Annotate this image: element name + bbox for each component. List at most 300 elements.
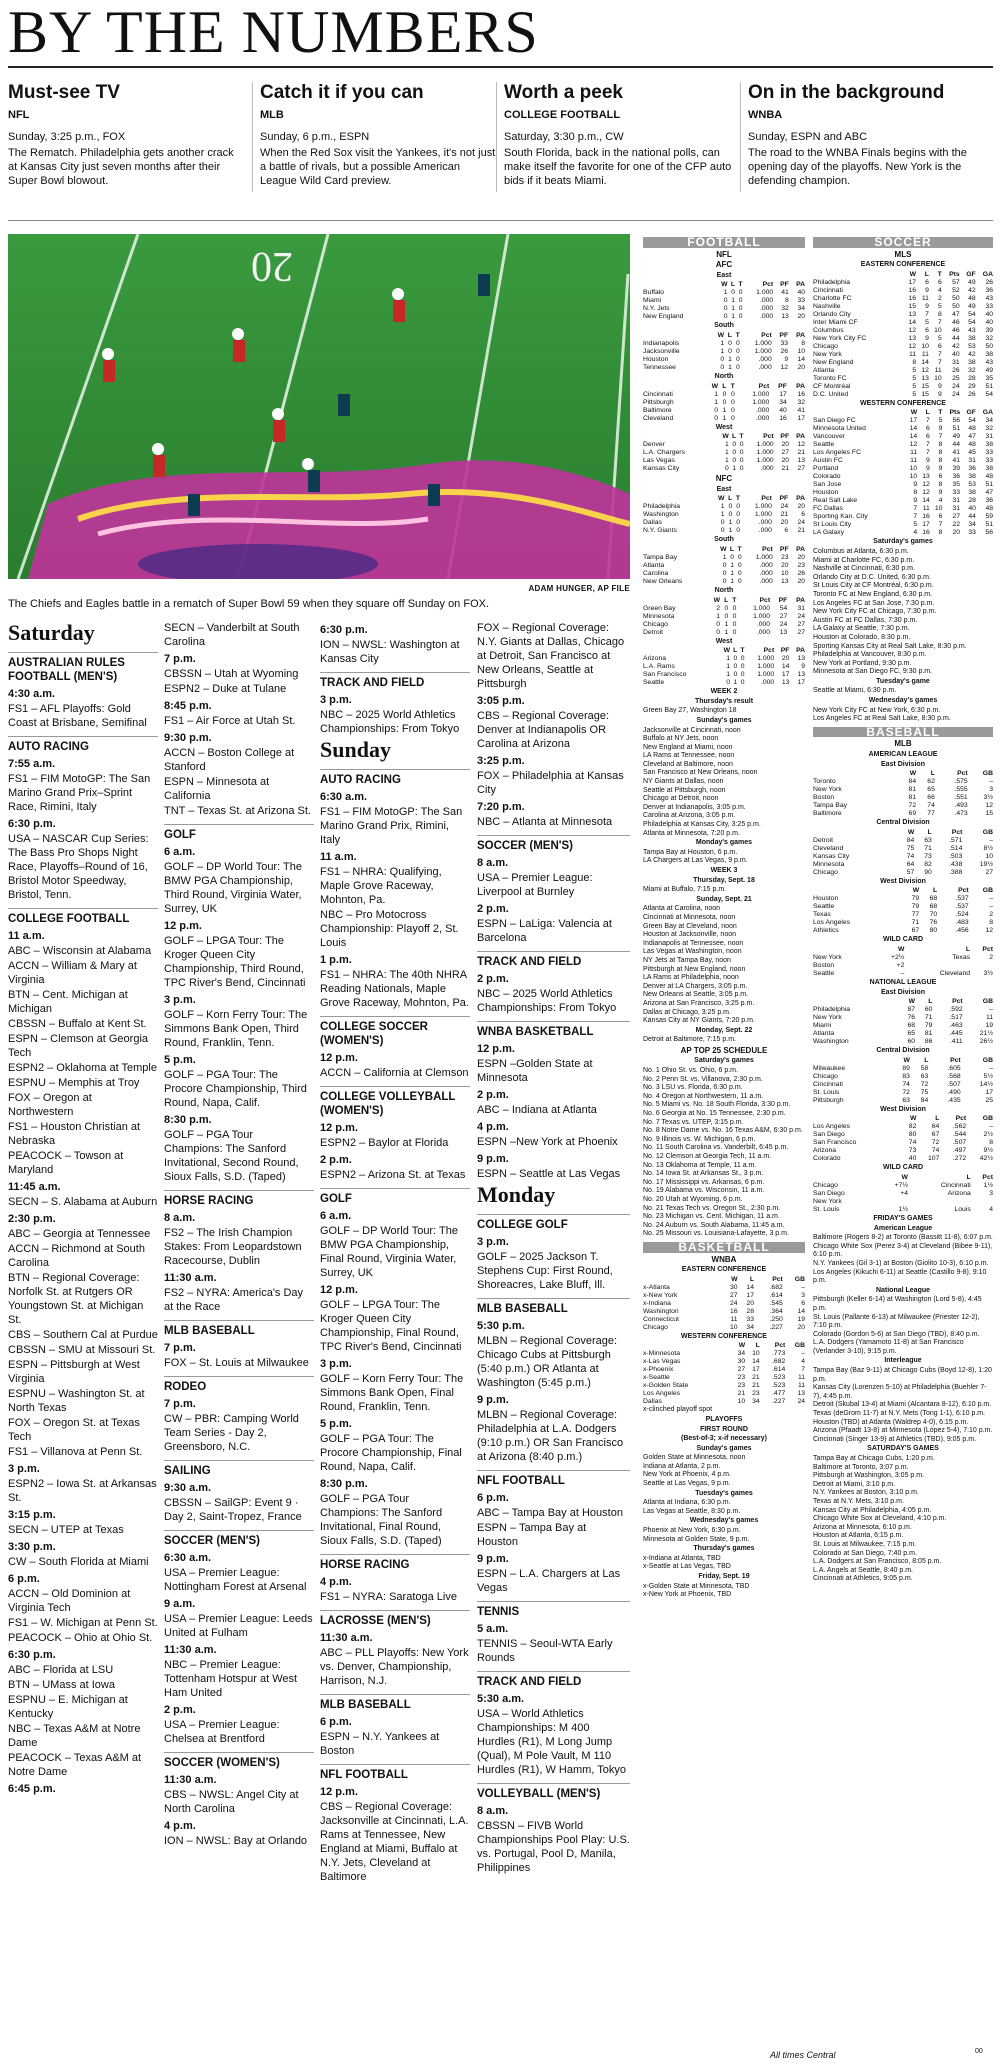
table-cell: 24 bbox=[797, 519, 805, 527]
listing-time: 12 p.m. bbox=[320, 1052, 358, 1064]
table-cell: L.A. Chargers bbox=[643, 449, 685, 457]
column-header: Pct bbox=[955, 1115, 967, 1123]
table-cell: Baltimore bbox=[643, 406, 672, 414]
table-cell: 0 bbox=[722, 561, 727, 569]
table-row bbox=[643, 305, 805, 313]
highlight-league: WNBA bbox=[748, 109, 783, 121]
conference-name: EASTERN CONFERENCE bbox=[681, 1266, 767, 1274]
listing-time: 11:30 a.m. bbox=[164, 1272, 217, 1284]
table-cell: 23 bbox=[781, 553, 789, 561]
table-cell: 74 bbox=[906, 852, 915, 860]
column-header bbox=[813, 409, 905, 417]
table-cell: Toronto FC bbox=[813, 374, 847, 382]
highlight-desc: South Florida, back in the national polls, can make itself the favorite for one of the CFP auto bids if it beats Miami. bbox=[504, 147, 732, 187]
table-cell: – bbox=[989, 836, 993, 844]
table-row bbox=[813, 287, 993, 295]
column-header: GB bbox=[982, 887, 993, 895]
table-cell: 28 bbox=[968, 374, 976, 382]
table-cell: 11 bbox=[922, 505, 930, 513]
table-row bbox=[813, 489, 993, 497]
table-row bbox=[813, 853, 993, 861]
listing-program: USA – Premier League: Chelsea at Brentford bbox=[164, 1719, 280, 1745]
table-cell: 54 bbox=[968, 310, 976, 318]
table-row bbox=[643, 629, 805, 637]
column-header: L bbox=[749, 1275, 754, 1283]
table-cell: .438 bbox=[949, 860, 963, 868]
table-cell: 54 bbox=[968, 318, 976, 326]
table-cell: 48 bbox=[985, 473, 993, 481]
table-row bbox=[643, 313, 805, 321]
division-name: South bbox=[714, 536, 734, 544]
table-cell: 19½ bbox=[979, 860, 993, 868]
column-header: PF bbox=[780, 647, 790, 655]
table-cell: 0 bbox=[739, 465, 744, 473]
column-header: L bbox=[755, 1342, 760, 1350]
table-cell: 1.000 bbox=[754, 503, 772, 511]
table-cell: Charlotte FC bbox=[813, 294, 852, 302]
schedule-heading: FRIDAY'S GAMES bbox=[873, 1214, 933, 1222]
table-row bbox=[643, 1284, 805, 1292]
table-cell: 35 bbox=[952, 481, 961, 489]
listing-program: CBSSN – SMU at Missouri St. bbox=[8, 1344, 156, 1356]
table-cell: 5 bbox=[925, 318, 929, 326]
table-cell: 24 bbox=[952, 382, 960, 390]
sport-category: AUSTRALIAN RULES FOOTBALL (MEN'S) bbox=[8, 652, 158, 684]
table-cell: 1.000 bbox=[753, 612, 771, 620]
standings-table bbox=[643, 383, 805, 423]
table-cell: 14 bbox=[921, 358, 929, 366]
column-header: PA bbox=[796, 433, 805, 441]
table-cell: .605 bbox=[947, 1064, 961, 1072]
table-cell: 9 bbox=[937, 390, 942, 398]
column-header: W bbox=[713, 596, 720, 604]
listing-program: ESPN –New York at Phoenix bbox=[477, 1136, 618, 1148]
table-cell: 11 bbox=[910, 457, 918, 465]
column-header: W bbox=[718, 495, 725, 503]
table-cell: 1.000 bbox=[757, 663, 775, 671]
division-name: North bbox=[714, 372, 734, 380]
column-header bbox=[643, 281, 716, 289]
table-cell: .000 bbox=[756, 406, 770, 414]
table-cell: .435 bbox=[947, 1096, 961, 1104]
schedule-heading: WEEK 2 bbox=[710, 688, 738, 696]
table-cell: 5 bbox=[912, 382, 917, 390]
table-cell: .000 bbox=[759, 577, 773, 585]
schedule-heading: Wednesday's games bbox=[689, 1517, 759, 1525]
day-heading: Sunday bbox=[320, 737, 391, 762]
listing-time: 8 a.m. bbox=[477, 1805, 509, 1817]
table-cell: 7 bbox=[913, 505, 918, 513]
table-cell: 40 bbox=[985, 318, 993, 326]
table-cell: 89 bbox=[902, 1064, 910, 1072]
table-cell: Colorado bbox=[813, 473, 841, 481]
table-cell: 16 bbox=[922, 529, 930, 537]
table-cell: .227 bbox=[769, 1323, 783, 1331]
highlight-must-see bbox=[8, 82, 244, 188]
table-cell: 0 bbox=[730, 553, 735, 561]
listing-time: 7:20 p.m. bbox=[477, 801, 525, 813]
table-cell: 42½ bbox=[979, 1155, 993, 1163]
column-header: L bbox=[930, 770, 935, 778]
sport-category: GOLF bbox=[164, 824, 314, 842]
table-cell: 6 bbox=[926, 425, 930, 433]
table-cell: 38 bbox=[968, 489, 976, 497]
table-cell: 1.000 bbox=[754, 347, 772, 355]
column-header: T bbox=[738, 281, 743, 289]
table-row bbox=[643, 655, 805, 663]
schedule-line: Tampa Bay (Baz 9-11) at Chicago Cubs (Boyd 12-8), 1:20 p.m. bbox=[813, 1367, 992, 1383]
schedule-line: No. 6 Georgia at No. 15 Tennessee, 2:30 p.m. bbox=[643, 1110, 786, 1118]
column-header: PF bbox=[778, 596, 788, 604]
division-name: Central Division bbox=[876, 819, 930, 827]
listing-program: ESPN2 – Duke at Tulane bbox=[164, 683, 287, 695]
tv-column-4 bbox=[477, 620, 630, 1876]
column-header bbox=[813, 770, 897, 778]
table-row bbox=[643, 391, 805, 399]
listing-time: 11:30 a.m. bbox=[320, 1632, 373, 1644]
table-cell: – bbox=[989, 903, 993, 911]
conference-name: EASTERN CONFERENCE bbox=[860, 261, 946, 269]
column-header bbox=[643, 1276, 721, 1284]
table-row bbox=[813, 465, 993, 473]
table-cell: 74 bbox=[908, 1139, 917, 1147]
table-cell: 71 bbox=[924, 844, 932, 852]
column-header: W bbox=[910, 409, 918, 417]
table-cell: Cincinnati bbox=[813, 1080, 843, 1088]
column-header: L bbox=[924, 1056, 929, 1064]
table-cell: 1½ bbox=[898, 1205, 908, 1213]
schedule-line: No. 14 Iowa St. at Arkansas St., 3 p.m. bbox=[643, 1170, 764, 1178]
table-row bbox=[643, 621, 805, 629]
column-header bbox=[643, 433, 717, 441]
table-cell: 75 bbox=[906, 844, 915, 852]
table-cell: Arizona bbox=[643, 655, 667, 663]
table-cell: 5 bbox=[937, 334, 942, 342]
listing-program: SECN – Vanderbilt at South Carolina bbox=[164, 622, 300, 648]
table-cell: 68 bbox=[907, 1022, 916, 1030]
table-cell: 0 bbox=[732, 620, 737, 628]
column-header: PF bbox=[779, 545, 789, 553]
highlight-desc: When the Red Sox visit the Yankees, it's not just a battle of rivals, but a possible American League Wild Card preview. bbox=[260, 147, 496, 187]
table-cell: 90 bbox=[924, 868, 932, 876]
table-cell: 10 bbox=[729, 1323, 738, 1331]
table-cell: 53 bbox=[968, 342, 976, 350]
table-cell: 9 bbox=[925, 286, 929, 294]
table-row bbox=[813, 513, 993, 521]
table-cell: 53 bbox=[968, 481, 976, 489]
table-cell: 41 bbox=[952, 449, 961, 457]
table-row bbox=[813, 1182, 993, 1190]
table-cell: 1 bbox=[714, 398, 718, 406]
listing-program: CBSSN – Utah at Wyoming bbox=[164, 668, 299, 680]
column-header: Pct bbox=[951, 828, 963, 836]
table-cell: 8 bbox=[938, 457, 943, 465]
table-cell: 73 bbox=[908, 1147, 917, 1155]
listing-time: 2 p.m. bbox=[477, 973, 509, 985]
footer-note: All times Central bbox=[770, 2050, 836, 2060]
schedule-heading: Thursday, Sept. 18 bbox=[693, 876, 755, 884]
table-cell: 21 bbox=[797, 449, 805, 457]
table-cell: 38 bbox=[968, 473, 976, 481]
table-cell: 1.000 bbox=[754, 511, 772, 519]
table-cell: 0 bbox=[735, 347, 740, 355]
table-cell: 0 bbox=[731, 398, 735, 406]
highlight-head: Must-see TV bbox=[8, 82, 120, 103]
sport-category: AUTO RACING bbox=[8, 736, 158, 754]
schedule-heading: FIRST ROUND bbox=[700, 1425, 748, 1433]
column-header: L bbox=[728, 495, 733, 503]
table-cell: 20 bbox=[797, 553, 805, 561]
schedule-line: Nashville at Cincinnati, 6:30 p.m. bbox=[813, 565, 915, 573]
column-header: PA bbox=[796, 545, 805, 553]
column-header: W bbox=[909, 1115, 917, 1123]
table-cell: .000 bbox=[759, 569, 773, 577]
table-cell: Buffalo bbox=[643, 289, 665, 297]
listing-program: ACCN – Richmond at South Carolina bbox=[8, 1243, 145, 1269]
table-cell: 81 bbox=[908, 794, 917, 802]
table-cell: 0 bbox=[732, 457, 737, 465]
schedule-line: New York City FC at New York, 6:30 p.m. bbox=[813, 706, 941, 714]
table-cell: 1 bbox=[723, 289, 728, 297]
table-row bbox=[813, 970, 993, 978]
column-header: W bbox=[912, 887, 920, 895]
table-cell: 6 bbox=[938, 473, 943, 481]
division-name: West Division bbox=[880, 1105, 926, 1113]
table-cell: 13 bbox=[922, 473, 930, 481]
table-row bbox=[813, 1131, 993, 1139]
table-cell: Washington bbox=[813, 1038, 849, 1046]
schedule-line: Jacksonville at Cincinnati, noon bbox=[643, 726, 741, 734]
table-cell: 21 bbox=[737, 1390, 746, 1398]
column-header: W bbox=[721, 281, 728, 289]
listing-program: USA – Premier League: Nottingham Forest at Arsenal bbox=[164, 1567, 307, 1593]
table-cell: 26 bbox=[797, 569, 805, 577]
table-cell: San Diego bbox=[813, 1189, 845, 1197]
schedule-line: Texas at N.Y. Mets, 3:10 p.m. bbox=[813, 1497, 904, 1505]
table-cell: .250 bbox=[769, 1315, 783, 1323]
table-cell: 12 bbox=[922, 489, 930, 497]
table-cell: 0 bbox=[728, 511, 733, 519]
division-name: East Division bbox=[881, 760, 925, 768]
table-cell: 51 bbox=[985, 481, 993, 489]
listing-time: 5 p.m. bbox=[164, 1054, 196, 1066]
table-cell: 86 bbox=[924, 1038, 933, 1046]
schedule-line: Houston (TBD) at Atlanta (Waldrep 4-0), 6:15 p.m. bbox=[813, 1418, 969, 1426]
table-row bbox=[813, 1065, 993, 1073]
highlight-worth-a-peek bbox=[504, 82, 740, 188]
listing-time: 9 p.m. bbox=[477, 1153, 509, 1165]
schedule-line: Detroit at Miami, 3:10 p.m. bbox=[813, 1480, 896, 1488]
table-cell: 1 bbox=[725, 449, 729, 457]
listing-time: 11:30 a.m. bbox=[164, 1774, 217, 1786]
table-cell: 14 bbox=[909, 425, 918, 433]
sport-category: MLB BASEBALL bbox=[164, 1320, 314, 1338]
table-cell: 84 bbox=[906, 836, 915, 844]
listing-program: PEACOCK – Ohio at Ohio St. bbox=[8, 1632, 153, 1644]
listing-program: FS1 – FIM MotoGP: The San Marino Grand Prix, Rimini, Italy bbox=[320, 806, 463, 846]
schedule-line: Phoenix at New York, 6:30 p.m. bbox=[643, 1527, 741, 1535]
table-cell: 63 bbox=[920, 1072, 929, 1080]
table-cell: 7 bbox=[926, 441, 930, 449]
table-cell: 48 bbox=[985, 505, 993, 513]
table-cell: .000 bbox=[758, 363, 772, 371]
table-cell: Columbus bbox=[813, 326, 844, 334]
table-cell: 15 bbox=[921, 382, 929, 390]
table-cell: 0 bbox=[732, 628, 737, 636]
column-header: L bbox=[730, 281, 735, 289]
listing-time: 3:25 p.m. bbox=[477, 755, 525, 767]
column-header: GB bbox=[982, 1056, 993, 1064]
table-cell: Houston bbox=[643, 355, 669, 363]
table-cell: 0 bbox=[740, 663, 745, 671]
table-cell: 50 bbox=[952, 302, 960, 310]
table-cell: 6 bbox=[925, 278, 929, 286]
schedule-line: No. 12 Clemson at Georgia Tech, 11 a.m. bbox=[643, 1153, 772, 1160]
schedule-line: Detroit at Baltimore, 7:15 p.m. bbox=[643, 1036, 736, 1044]
table-cell: 1.000 bbox=[754, 339, 772, 347]
division-name: East bbox=[716, 271, 732, 279]
division-name: East bbox=[716, 485, 732, 493]
table-cell: 81 bbox=[908, 786, 917, 794]
table-row bbox=[643, 554, 805, 562]
table-cell: 1 bbox=[731, 305, 735, 313]
table-cell: 20 bbox=[781, 561, 789, 569]
table-cell: 0 bbox=[722, 390, 727, 398]
table-cell: x-Phoenix bbox=[643, 1366, 674, 1374]
listing-time: 3:05 p.m. bbox=[477, 695, 525, 707]
table-cell: 9 bbox=[938, 489, 943, 497]
table-cell: – bbox=[989, 1064, 993, 1072]
schedule-line: No. 5 Miami vs. No. 18 South Florida, 3:30 p.m. bbox=[643, 1101, 791, 1109]
listing-time: 4 p.m. bbox=[164, 1820, 196, 1832]
column-header: PF bbox=[780, 433, 790, 441]
table-cell: 67 bbox=[931, 1131, 940, 1139]
table-cell: .000 bbox=[758, 355, 772, 363]
table-cell: 27 bbox=[952, 513, 961, 521]
table-cell: 0 bbox=[738, 313, 743, 321]
table-cell: 38 bbox=[968, 334, 976, 342]
table-cell: 4 bbox=[989, 1205, 993, 1213]
table-cell: 51 bbox=[952, 425, 961, 433]
table-cell: 7 bbox=[937, 318, 942, 326]
table-cell: 8 bbox=[937, 310, 942, 318]
listing-program: FS1 – Air Force at Utah St. bbox=[164, 715, 296, 727]
schedule-line: Dallas at Chicago, 3:25 p.m. bbox=[643, 1008, 731, 1016]
table-cell: Carolina bbox=[643, 569, 669, 577]
column-header bbox=[643, 495, 712, 503]
listing-time: 2 p.m. bbox=[477, 1089, 509, 1101]
listing-program: GOLF – PGA Tour: The Procore Championship, Final Round, Napa, Calif. bbox=[320, 1433, 462, 1473]
table-cell: 32 bbox=[985, 334, 993, 342]
table-cell: D.C. United bbox=[813, 390, 849, 398]
schedule-line: Chicago White Sox at Cleveland, 4:10 p.m. bbox=[813, 1515, 947, 1523]
table-cell: 4 bbox=[938, 497, 943, 505]
table-cell: 46 bbox=[952, 318, 960, 326]
table-cell: 52 bbox=[952, 286, 960, 294]
table-cell: x-Seattle bbox=[643, 1374, 670, 1382]
table-cell: .000 bbox=[758, 519, 772, 527]
table-cell: 0 bbox=[736, 527, 741, 535]
highlight-desc: The Rematch. Philadelphia gets another crack at Kansas City just seven months after their Super Bowl blowout. bbox=[8, 147, 234, 187]
schedule-line: Indiana at Atlanta, 2 p.m. bbox=[643, 1462, 721, 1470]
day-heading: Monday bbox=[477, 1182, 556, 1207]
table-cell: 1 bbox=[716, 612, 720, 620]
division-name: Central Division bbox=[876, 1047, 930, 1055]
table-cell: 8 bbox=[912, 358, 917, 366]
column-header: L bbox=[729, 545, 735, 553]
table-row bbox=[813, 1198, 993, 1206]
table-row bbox=[813, 1081, 993, 1089]
table-cell: Minnesota United bbox=[813, 425, 866, 433]
standings-note: x-clinched playoff spot bbox=[643, 1406, 713, 1414]
table-cell: 45 bbox=[968, 449, 976, 457]
table-cell: 0 bbox=[716, 620, 720, 628]
table-cell: 1 bbox=[725, 457, 729, 465]
table-cell: 43 bbox=[985, 294, 993, 302]
schedule-line: x-Indiana at Atlanta, TBD bbox=[643, 1554, 721, 1562]
table-cell: 0 bbox=[720, 355, 725, 363]
table-cell: 3 bbox=[801, 1291, 805, 1299]
table-cell: 9 bbox=[938, 425, 943, 433]
table-cell: 9 bbox=[926, 457, 930, 465]
table-cell: .514 bbox=[949, 844, 963, 852]
column-header: W bbox=[909, 770, 917, 778]
table-cell: 3½ bbox=[983, 970, 993, 977]
table-cell: +2½ bbox=[891, 954, 905, 961]
table-cell: 32 bbox=[968, 366, 976, 374]
table-cell: 1.000 bbox=[755, 553, 773, 561]
listing-program: SECN – S. Alabama at Auburn bbox=[8, 1196, 158, 1208]
table-row bbox=[643, 441, 805, 449]
listing-program: ESPN –Golden State at Minnesota bbox=[477, 1058, 593, 1084]
table-row bbox=[813, 1190, 993, 1198]
sport-category: SOCCER (WOMEN'S) bbox=[164, 1752, 314, 1770]
standings-table bbox=[643, 546, 805, 586]
table-cell: 25 bbox=[985, 1096, 993, 1104]
table-cell: 0 bbox=[740, 671, 745, 679]
listing-program: ESPNU – Memphis at Troy bbox=[8, 1077, 140, 1089]
conference-name: AFC bbox=[715, 260, 733, 270]
table-cell: Cleveland bbox=[939, 970, 971, 977]
table-row bbox=[643, 289, 805, 297]
listing-program: USA – NASCAR Cup Series: The Bass Pro Shops Night Race, Playoffs–Round of 16, Bristol Motor Speedway, Bristol, Tenn. bbox=[8, 833, 149, 901]
table-cell: 1 bbox=[728, 519, 733, 527]
table-cell: 12 bbox=[908, 326, 917, 334]
highlight-league: NFL bbox=[8, 109, 30, 121]
table-cell: 60 bbox=[907, 1038, 916, 1046]
table-cell: 23 bbox=[737, 1382, 746, 1390]
schedule-heading: Friday, Sept. 19 bbox=[698, 1573, 750, 1580]
schedule-line: Carolina at Arizona, 3:05 p.m. bbox=[643, 812, 736, 820]
table-cell: Chicago bbox=[643, 1323, 668, 1331]
schedule-line: L.A. Dodgers (Yamamoto 11-8) at San Francisco (Verlander 3-10), 9:15 p.m. bbox=[813, 1339, 964, 1355]
section-header-soccer: SOCCER bbox=[813, 237, 993, 248]
table-cell: CF Montréal bbox=[813, 382, 851, 390]
sport-category: SOCCER (MEN'S) bbox=[477, 835, 630, 853]
column-header: L bbox=[966, 1173, 971, 1181]
table-cell: 33 bbox=[968, 529, 976, 537]
column-header: L bbox=[935, 1115, 940, 1123]
table-row bbox=[813, 375, 993, 383]
schedule-heading: Tuesday's games bbox=[695, 1489, 753, 1497]
table-cell: 43 bbox=[968, 326, 976, 334]
listing-time: 9:30 a.m. bbox=[164, 1482, 212, 1494]
table-cell: 0 bbox=[732, 441, 737, 449]
listing-time: 11 a.m. bbox=[320, 851, 357, 863]
table-row bbox=[813, 441, 993, 449]
listing-program: TNT – Texas St. at Arizona St. bbox=[164, 805, 311, 817]
listing-program: ESPN2 – Baylor at Florida bbox=[320, 1137, 449, 1149]
